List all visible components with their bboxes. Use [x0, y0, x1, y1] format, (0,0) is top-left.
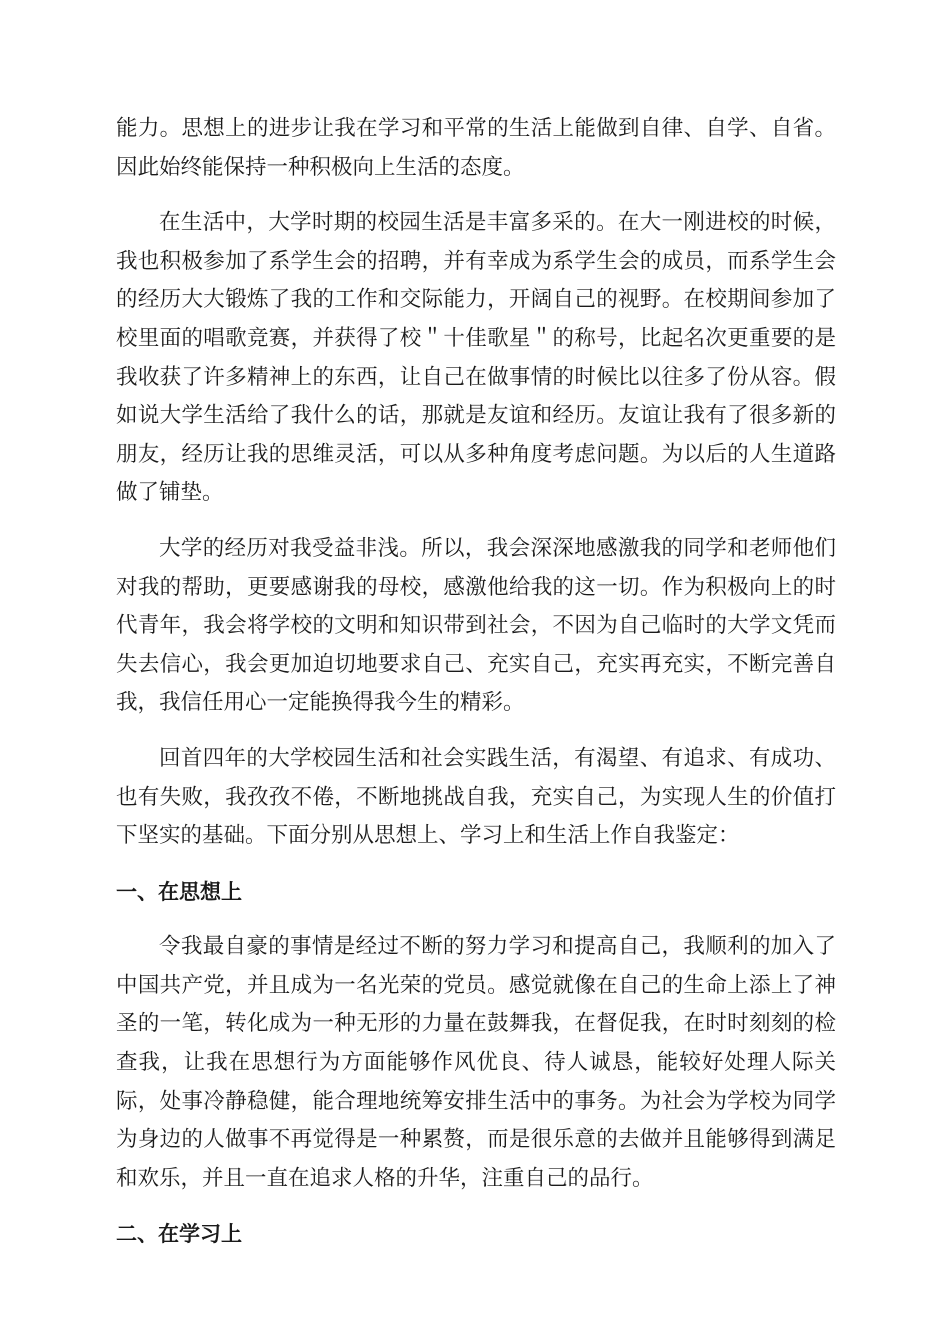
paragraph-continuation: 能力。思想上的进步让我在学习和平常的生活上能做到自律、自学、自省。因此始终能保持一种积极向上生活的态度。 [116, 116, 836, 180]
paragraph-gratitude: 大学的经历对我受益非浅。所以，我会深深地感激我的同学和老师他们对我的帮助，更要感谢我的母校，感激他给我的这一切。作为积极向上的时代青年，我会将学校的文明和知识带到社会，不因为自己临时的大学文凭而失去信心，我会更加迫切地要求自己、充实自己，充实再充实，不断完善自我，我信任用心一定能换得我今生的精彩。 [116, 535, 836, 716]
paragraph-campus-life: 在生活中，大学时期的校园生活是丰富多采的。在大一刚进校的时候，我也积极参加了系学生会的招聘，并有幸成为系学生会的成员，而系学生会的经历大大锻炼了我的工作和交际能力，开阔自己的视野。在校期间参加了校里面的唱歌竞赛，并获得了校＂十佳歌星＂的称号，比起名次更重要的是我收获了许多精神上的东西，让自己在做事情的时候比以往多了份从容。假如说大学生活给了我什么的话，那就是友谊和经历。友谊让我有了很多新的朋友，经历让我的思维灵活，可以从多种角度考虑问题。为以后的人生道路做了铺垫。 [116, 210, 836, 506]
paragraph-review: 回首四年的大学校园生活和社会实践生活，有渴望、有追求、有成功、也有失败，我孜孜不倦，不断地挑战自我，充实自己，为实现人生的价值打下坚实的基础。下面分别从思想上、学习上和生活上作自我鉴定： [116, 745, 836, 849]
section-heading-thought: 一、在思想上 [116, 879, 242, 904]
paragraph-thought: 令我最自豪的事情是经过不断的努力学习和提高自己，我顺利的加入了中国共产党，并且成为一名光荣的党员。感觉就像在自己的生命上添上了神圣的一笔，转化成为一种无形的力量在鼓舞我，在督促我，在时时刻刻的检查我，让我在思想行为方面能够作风优良、待人诚恳，能较好处理人际关际，处事冷静稳健，能合理地统筹安排生活中的事务。为社会为学校为同学为身边的人做事不再觉得是一种累赘，而是很乐意的去做并且能够得到满足和欢乐，并且一直在追求人格的升华，注重自己的品行。 [116, 934, 836, 1191]
section-heading-study: 二、在学习上 [116, 1222, 242, 1247]
document-body [116, 110, 836, 1271]
